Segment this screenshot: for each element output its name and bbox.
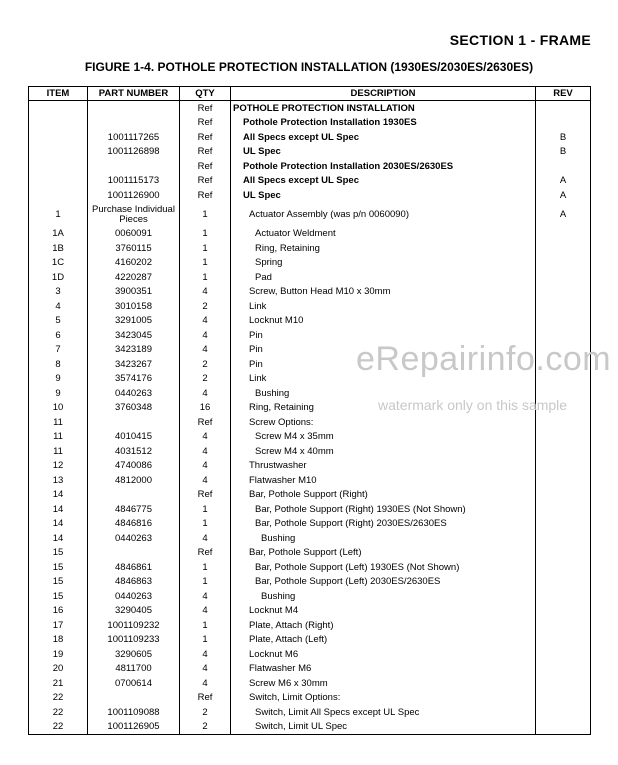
description-cell: Bushing [231, 531, 536, 546]
part-number-cell: 3423267 [88, 357, 180, 372]
rev-cell [536, 647, 591, 662]
qty-cell: 4 [180, 473, 231, 488]
rev-cell [536, 314, 591, 329]
item-cell: 14 [29, 517, 88, 532]
qty-cell: 2 [180, 299, 231, 314]
table-row [29, 188, 591, 203]
qty-cell: Ref [180, 488, 231, 503]
qty-cell: 4 [180, 589, 231, 604]
item-cell: 7 [29, 343, 88, 358]
item-cell: 9 [29, 372, 88, 387]
item-cell: 4 [29, 299, 88, 314]
item-cell: 16 [29, 604, 88, 619]
part-number-cell: 4812000 [88, 473, 180, 488]
table-row [29, 618, 591, 633]
description-cell: Flatwasher M10 [231, 473, 536, 488]
description-cell: Thrustwasher [231, 459, 536, 474]
table-row [29, 560, 591, 575]
rev-cell: A [536, 188, 591, 203]
rev-cell [536, 618, 591, 633]
rev-cell [536, 560, 591, 575]
rev-cell: A [536, 203, 591, 227]
part-number-cell [88, 159, 180, 174]
rev-cell [536, 227, 591, 242]
qty-cell: 1 [180, 517, 231, 532]
item-cell [29, 145, 88, 160]
item-cell: 1D [29, 270, 88, 285]
item-cell: 1A [29, 227, 88, 242]
qty-cell: 4 [180, 314, 231, 329]
table-row [29, 101, 591, 116]
part-number-cell: 3291005 [88, 314, 180, 329]
part-number-cell: 3760348 [88, 401, 180, 416]
qty-cell: Ref [180, 415, 231, 430]
rev-cell [536, 430, 591, 445]
description-cell: Ring, Retaining [231, 401, 536, 416]
part-number-cell: 1001109233 [88, 633, 180, 648]
part-number-cell: 1001115173 [88, 174, 180, 189]
qty-cell: 2 [180, 705, 231, 720]
description-cell: All Specs except UL Spec [231, 174, 536, 189]
rev-cell [536, 473, 591, 488]
table-row [29, 720, 591, 735]
item-cell: 6 [29, 328, 88, 343]
item-cell: 22 [29, 691, 88, 706]
part-number-cell [88, 488, 180, 503]
part-number-cell: 4010415 [88, 430, 180, 445]
column-header-part-number: PART NUMBER [88, 87, 180, 101]
qty-cell: 4 [180, 343, 231, 358]
item-cell: 15 [29, 589, 88, 604]
description-cell: Screw M6 x 30mm [231, 676, 536, 691]
rev-cell [536, 575, 591, 590]
item-cell: 21 [29, 676, 88, 691]
description-cell: Pad [231, 270, 536, 285]
item-cell: 15 [29, 546, 88, 561]
table-row [29, 517, 591, 532]
rev-cell [536, 589, 591, 604]
table-header-row [29, 87, 591, 101]
item-cell: 11 [29, 430, 88, 445]
description-cell: Screw, Button Head M10 x 30mm [231, 285, 536, 300]
item-cell: 1 [29, 203, 88, 227]
description-cell: All Specs except UL Spec [231, 130, 536, 145]
description-cell: Switch, Limit All Specs except UL Spec [231, 705, 536, 720]
description-cell: Locknut M10 [231, 314, 536, 329]
item-cell: 8 [29, 357, 88, 372]
qty-cell: 4 [180, 531, 231, 546]
part-number-cell: 1001126898 [88, 145, 180, 160]
item-cell: 19 [29, 647, 88, 662]
rev-cell [536, 285, 591, 300]
item-cell: 5 [29, 314, 88, 329]
description-cell: Bushing [231, 589, 536, 604]
description-cell: Flatwasher M6 [231, 662, 536, 677]
description-cell: Switch, Limit Options: [231, 691, 536, 706]
item-cell [29, 174, 88, 189]
table-row [29, 415, 591, 430]
qty-cell: 2 [180, 372, 231, 387]
table-row [29, 174, 591, 189]
table-row [29, 270, 591, 285]
rev-cell [536, 444, 591, 459]
item-cell: 15 [29, 560, 88, 575]
watermark-caption: watermark only on this sample [378, 397, 568, 413]
rev-cell [536, 720, 591, 735]
part-number-cell: 0060091 [88, 227, 180, 242]
rev-cell [536, 116, 591, 131]
description-cell: Bar, Pothole Support (Left) [231, 546, 536, 561]
table-row [29, 604, 591, 619]
table-row [29, 159, 591, 174]
qty-cell: 4 [180, 328, 231, 343]
part-number-cell: 1001109232 [88, 618, 180, 633]
part-number-cell: 1001126900 [88, 188, 180, 203]
description-cell: Screw Options: [231, 415, 536, 430]
item-cell [29, 116, 88, 131]
rev-cell [536, 517, 591, 532]
table-row [29, 285, 591, 300]
column-header-rev: REV [536, 87, 591, 101]
part-number-cell: 3290605 [88, 647, 180, 662]
part-number-cell: 0440263 [88, 589, 180, 604]
table-row [29, 473, 591, 488]
description-cell: UL Spec [231, 145, 536, 160]
description-cell: Actuator Weldment [231, 227, 536, 242]
item-cell: 15 [29, 575, 88, 590]
rev-cell [536, 256, 591, 271]
table-row [29, 145, 591, 160]
table-row [29, 130, 591, 145]
rev-cell [536, 415, 591, 430]
qty-cell: Ref [180, 188, 231, 203]
description-cell: Spring [231, 256, 536, 271]
description-cell: Link [231, 299, 536, 314]
description-cell: Screw M4 x 40mm [231, 444, 536, 459]
figure-title: FIGURE 1-4. POTHOLE PROTECTION INSTALLATION (1930ES/2030ES/2630ES) [84, 60, 534, 74]
qty-cell: 1 [180, 270, 231, 285]
item-cell: 13 [29, 473, 88, 488]
rev-cell [536, 676, 591, 691]
table-row [29, 647, 591, 662]
part-number-cell: 4846863 [88, 575, 180, 590]
table-row [29, 116, 591, 131]
qty-cell: 16 [180, 401, 231, 416]
item-cell: 1B [29, 241, 88, 256]
qty-cell: Ref [180, 174, 231, 189]
description-cell: Screw M4 x 35mm [231, 430, 536, 445]
rev-cell: A [536, 174, 591, 189]
table-row [29, 459, 591, 474]
part-number-cell [88, 101, 180, 116]
qty-cell: Ref [180, 691, 231, 706]
qty-cell: 4 [180, 444, 231, 459]
item-cell [29, 101, 88, 116]
table-row [29, 705, 591, 720]
description-cell: Pothole Protection Installation 2030ES/2630ES [231, 159, 536, 174]
part-number-cell [88, 415, 180, 430]
part-number-cell: 3760115 [88, 241, 180, 256]
part-number-cell [88, 546, 180, 561]
qty-cell: Ref [180, 101, 231, 116]
rev-cell [536, 270, 591, 285]
part-number-cell: 0440263 [88, 386, 180, 401]
item-cell [29, 130, 88, 145]
description-cell: Locknut M4 [231, 604, 536, 619]
column-header-description: DESCRIPTION [231, 87, 536, 101]
table-row [29, 691, 591, 706]
part-number-cell: 1001126905 [88, 720, 180, 735]
rev-cell [536, 633, 591, 648]
qty-cell: Ref [180, 159, 231, 174]
part-number-cell: 3290405 [88, 604, 180, 619]
part-number-cell: Purchase Individual Pieces [88, 203, 180, 227]
description-cell: Bar, Pothole Support (Right) 1930ES (Not Shown) [231, 502, 536, 517]
rev-cell: B [536, 130, 591, 145]
table-row [29, 589, 591, 604]
rev-cell [536, 546, 591, 561]
part-number-cell: 0700614 [88, 676, 180, 691]
description-cell: Plate, Attach (Left) [231, 633, 536, 648]
qty-cell: 4 [180, 647, 231, 662]
qty-cell: 4 [180, 430, 231, 445]
part-number-cell: 4846861 [88, 560, 180, 575]
item-cell: 9 [29, 386, 88, 401]
qty-cell: 2 [180, 357, 231, 372]
rev-cell [536, 705, 591, 720]
part-number-cell: 3900351 [88, 285, 180, 300]
qty-cell: Ref [180, 130, 231, 145]
rev-cell [536, 691, 591, 706]
part-number-cell: 3010158 [88, 299, 180, 314]
part-number-cell: 0440263 [88, 531, 180, 546]
qty-cell: 1 [180, 227, 231, 242]
item-cell: 18 [29, 633, 88, 648]
part-number-cell: 1001117265 [88, 130, 180, 145]
qty-cell: 4 [180, 676, 231, 691]
part-number-cell: 4846775 [88, 502, 180, 517]
description-cell: Locknut M6 [231, 647, 536, 662]
item-cell: 1C [29, 256, 88, 271]
qty-cell: Ref [180, 546, 231, 561]
description-cell: Pin [231, 357, 536, 372]
description-cell: Pin [231, 343, 536, 358]
table-row [29, 575, 591, 590]
part-number-cell [88, 116, 180, 131]
item-cell: 14 [29, 502, 88, 517]
table-row [29, 430, 591, 445]
qty-cell: 1 [180, 633, 231, 648]
description-cell: Bar, Pothole Support (Left) 1930ES (Not Shown) [231, 560, 536, 575]
description-cell: Switch, Limit UL Spec [231, 720, 536, 735]
qty-cell: 4 [180, 604, 231, 619]
table-row [29, 662, 591, 677]
qty-cell: 2 [180, 720, 231, 735]
table-row [29, 488, 591, 503]
part-number-cell: 4846816 [88, 517, 180, 532]
rev-cell [536, 241, 591, 256]
description-cell: Link [231, 372, 536, 387]
part-number-cell: 4220287 [88, 270, 180, 285]
description-cell: Pothole Protection Installation 1930ES [231, 116, 536, 131]
table-row [29, 203, 591, 227]
part-number-cell: 3574176 [88, 372, 180, 387]
description-cell: Ring, Retaining [231, 241, 536, 256]
rev-cell [536, 531, 591, 546]
item-cell: 14 [29, 488, 88, 503]
rev-cell [536, 159, 591, 174]
rev-cell [536, 459, 591, 474]
watermark-logo-text: eRepairinfo.com [356, 340, 612, 378]
item-cell: 22 [29, 720, 88, 735]
part-number-cell: 4811700 [88, 662, 180, 677]
description-cell: Bar, Pothole Support (Right) [231, 488, 536, 503]
table-row [29, 531, 591, 546]
rev-cell [536, 604, 591, 619]
description-cell: UL Spec [231, 188, 536, 203]
item-cell: 11 [29, 415, 88, 430]
description-cell: Actuator Assembly (was p/n 0060090) [231, 203, 536, 227]
item-cell: 11 [29, 444, 88, 459]
part-number-cell: 3423189 [88, 343, 180, 358]
qty-cell: 1 [180, 256, 231, 271]
rev-cell [536, 502, 591, 517]
description-cell: Pin [231, 328, 536, 343]
qty-cell: 4 [180, 459, 231, 474]
section-title: SECTION 1 - FRAME [449, 32, 591, 48]
table-row [29, 241, 591, 256]
table-row [29, 314, 591, 329]
table-row [29, 546, 591, 561]
table-row [29, 256, 591, 271]
qty-cell: 1 [180, 241, 231, 256]
qty-cell: 1 [180, 560, 231, 575]
item-cell: 17 [29, 618, 88, 633]
item-cell: 10 [29, 401, 88, 416]
description-cell: Bar, Pothole Support (Right) 2030ES/2630ES [231, 517, 536, 532]
qty-cell: Ref [180, 116, 231, 131]
parts-table-body [29, 101, 591, 735]
description-cell: POTHOLE PROTECTION INSTALLATION [231, 101, 536, 116]
item-cell: 12 [29, 459, 88, 474]
item-cell: 3 [29, 285, 88, 300]
table-row [29, 633, 591, 648]
item-cell: 14 [29, 531, 88, 546]
description-cell: Plate, Attach (Right) [231, 618, 536, 633]
item-cell [29, 159, 88, 174]
qty-cell: 1 [180, 203, 231, 227]
qty-cell: 1 [180, 618, 231, 633]
qty-cell: 4 [180, 662, 231, 677]
description-cell: Bushing [231, 386, 536, 401]
item-cell: 20 [29, 662, 88, 677]
part-number-cell: 3423045 [88, 328, 180, 343]
rev-cell [536, 101, 591, 116]
rev-cell [536, 299, 591, 314]
part-number-cell: 4031512 [88, 444, 180, 459]
column-header-item: ITEM [29, 87, 88, 101]
rev-cell [536, 662, 591, 677]
part-number-cell: 4740086 [88, 459, 180, 474]
rev-cell: B [536, 145, 591, 160]
qty-cell: 1 [180, 502, 231, 517]
table-row [29, 676, 591, 691]
rev-cell [536, 488, 591, 503]
part-number-cell [88, 691, 180, 706]
table-row [29, 227, 591, 242]
qty-cell: 1 [180, 575, 231, 590]
item-cell [29, 188, 88, 203]
table-row [29, 444, 591, 459]
table-row [29, 299, 591, 314]
qty-cell: 4 [180, 386, 231, 401]
column-header-qty: QTY [180, 87, 231, 101]
qty-cell: 4 [180, 285, 231, 300]
part-number-cell: 4160202 [88, 256, 180, 271]
table-row [29, 502, 591, 517]
qty-cell: Ref [180, 145, 231, 160]
description-cell: Bar, Pothole Support (Left) 2030ES/2630ES [231, 575, 536, 590]
item-cell: 22 [29, 705, 88, 720]
part-number-cell: 1001109088 [88, 705, 180, 720]
